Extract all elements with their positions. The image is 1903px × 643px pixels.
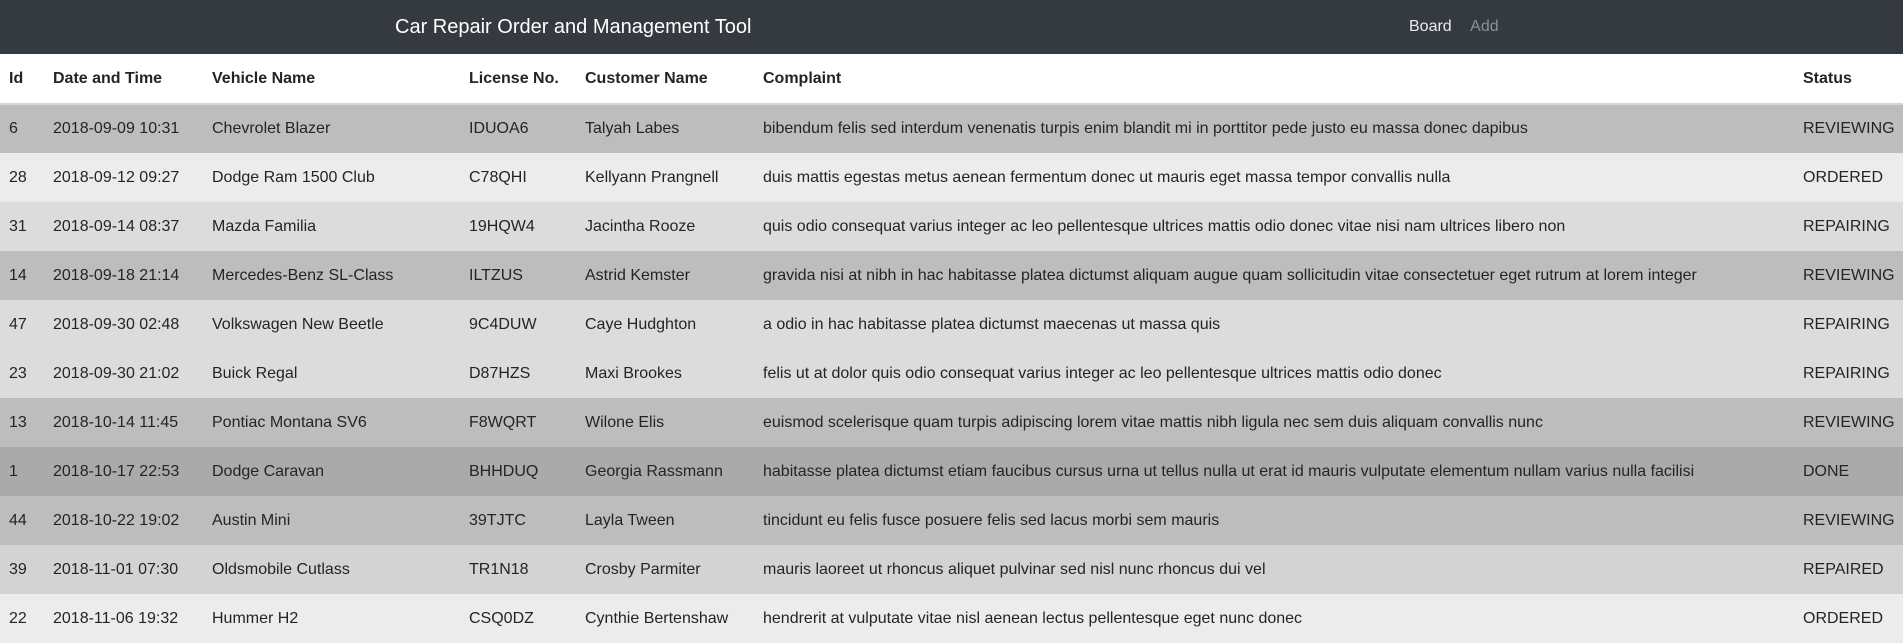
nav-link-add[interactable]: Add: [1470, 18, 1499, 35]
column-header-id[interactable]: Id: [9, 69, 24, 87]
cell-status: REPAIRING: [1803, 315, 1890, 333]
cell-vehicle-name: Austin Mini: [212, 511, 291, 529]
nav-link-board[interactable]: Board: [1409, 18, 1452, 35]
cell-complaint: euismod scelerisque quam turpis adipiscing lorem vitae mattis nibh ligula nec sem duis aliquam convallis nunc: [763, 413, 1543, 431]
cell-vehicle-name: Volkswagen New Beetle: [212, 315, 384, 333]
cell-status: REVIEWING: [1803, 266, 1895, 284]
cell-datetime: 2018-09-09 10:31: [53, 120, 180, 137]
cell-complaint: quis odio consequat varius integer ac leo pellentesque ultrices mattis odio donec vitae nisi nam ultrices libero non: [763, 217, 1566, 235]
table-row[interactable]: [0, 349, 1903, 398]
cell-customer-name: Wilone Elis: [585, 413, 665, 431]
table-body: [0, 104, 1903, 643]
cell-datetime: 2018-09-14 08:37: [53, 217, 180, 235]
cell-license-no: IDUOA6: [469, 120, 529, 137]
cell-status: DONE: [1803, 462, 1850, 480]
cell-id: 22: [9, 609, 27, 627]
cell-license-no: BHHDUQ: [469, 462, 539, 480]
cell-id: 44: [9, 511, 27, 529]
cell-datetime: 2018-09-12 09:27: [53, 168, 180, 186]
cell-id: 39: [9, 560, 27, 578]
repair-orders-table: [0, 54, 1903, 643]
cell-complaint: a odio in hac habitasse platea dictumst maecenas ut massa quis: [763, 315, 1221, 333]
cell-id: 23: [9, 364, 27, 382]
table-row[interactable]: [0, 202, 1903, 251]
cell-vehicle-name: Buick Regal: [212, 364, 298, 382]
cell-status: REPAIRED: [1803, 560, 1884, 578]
cell-status: REVIEWING: [1803, 511, 1895, 529]
cell-customer-name: Georgia Rassmann: [585, 462, 723, 480]
cell-status: REPAIRING: [1803, 217, 1890, 235]
table-header: [0, 54, 1903, 104]
cell-id: 14: [9, 266, 27, 284]
cell-complaint: felis ut at dolor quis odio consequat varius integer ac leo pellentesque ultrices mattis odio donec: [763, 364, 1442, 382]
navbar: [0, 0, 1903, 54]
cell-status: ORDERED: [1803, 168, 1884, 186]
cell-complaint: habitasse platea dictumst etiam faucibus cursus urna ut tellus nulla ut erat id mauris vulputate elementum nullam varius nulla facilisi: [763, 462, 1695, 480]
cell-customer-name: Layla Tween: [585, 511, 675, 529]
cell-status: ORDERED: [1803, 609, 1884, 627]
cell-customer-name: Talyah Labes: [585, 120, 680, 137]
table-row[interactable]: [0, 496, 1903, 545]
cell-id: 1: [9, 462, 18, 480]
nav-links: [1409, 0, 1513, 54]
cell-datetime: 2018-09-30 02:48: [53, 315, 180, 333]
cell-datetime: 2018-10-17 22:53: [53, 462, 180, 480]
cell-complaint: duis mattis egestas metus aenean fermentum donec ut mauris eget massa tempor convallis nulla: [763, 168, 1451, 186]
cell-license-no: CSQ0DZ: [469, 609, 534, 627]
cell-id: 47: [9, 315, 27, 333]
cell-datetime: 2018-10-14 11:45: [53, 413, 179, 431]
table-row[interactable]: [0, 153, 1903, 202]
cell-datetime: 2018-10-22 19:02: [53, 511, 180, 529]
cell-vehicle-name: Mercedes-Benz SL-Class: [212, 266, 394, 284]
cell-customer-name: Caye Hudghton: [585, 315, 697, 333]
table-row[interactable]: [0, 594, 1903, 643]
column-header-complaint[interactable]: Complaint: [763, 69, 842, 87]
table-row[interactable]: [0, 398, 1903, 447]
cell-customer-name: Kellyann Prangnell: [585, 168, 719, 186]
cell-license-no: F8WQRT: [469, 413, 537, 431]
column-header-status[interactable]: Status: [1803, 69, 1852, 87]
cell-status: REVIEWING: [1803, 413, 1895, 431]
cell-license-no: ILTZUS: [469, 266, 523, 284]
cell-license-no: 9C4DUW: [469, 315, 537, 333]
cell-id: 28: [9, 168, 27, 186]
table-row[interactable]: [0, 300, 1903, 349]
cell-datetime: 2018-11-06 19:32: [53, 609, 179, 627]
cell-customer-name: Maxi Brookes: [585, 364, 682, 382]
cell-license-no: TR1N18: [469, 560, 529, 578]
cell-vehicle-name: Hummer H2: [212, 609, 299, 627]
cell-complaint: hendrerit at vulputate vitae nisl aenean lectus pellentesque eget nunc donec: [763, 609, 1303, 627]
cell-datetime: 2018-09-30 21:02: [53, 364, 180, 382]
cell-license-no: 39TJTC: [469, 511, 526, 529]
cell-customer-name: Astrid Kemster: [585, 266, 690, 284]
column-header-customer[interactable]: Customer Name: [585, 69, 708, 87]
cell-status: REVIEWING: [1803, 120, 1895, 137]
cell-vehicle-name: Dodge Caravan: [212, 462, 325, 480]
table-row[interactable]: [0, 545, 1903, 594]
table-row[interactable]: [0, 251, 1903, 300]
cell-customer-name: Jacintha Rooze: [585, 217, 696, 235]
cell-vehicle-name: Mazda Familia: [212, 217, 317, 235]
cell-license-no: D87HZS: [469, 364, 531, 382]
cell-id: 13: [9, 413, 27, 431]
cell-complaint: tincidunt eu felis fusce posuere felis sed lacus morbi sem mauris: [763, 511, 1220, 529]
table-row[interactable]: [0, 447, 1903, 496]
cell-vehicle-name: Pontiac Montana SV6: [212, 413, 367, 431]
cell-status: REPAIRING: [1803, 364, 1890, 382]
cell-complaint: gravida nisi at nibh in hac habitasse platea dictumst aliquam augue quam sollicitudin vitae consectetuer eget rutrum at lorem integer: [763, 266, 1697, 284]
cell-complaint: bibendum felis sed interdum venenatis turpis enim blandit mi in porttitor pede justo eu massa donec dapibus: [763, 120, 1528, 137]
cell-complaint: mauris laoreet ut rhoncus aliquet pulvinar sed nisl nunc rhoncus dui vel: [763, 560, 1266, 578]
table-header-row: [0, 54, 1903, 104]
cell-id: 31: [9, 217, 27, 235]
cell-datetime: 2018-09-18 21:14: [53, 266, 180, 284]
app-title: Car Repair Order and Management Tool: [395, 16, 752, 38]
column-header-vehicle[interactable]: Vehicle Name: [212, 69, 316, 87]
table-row[interactable]: [0, 104, 1903, 153]
cell-customer-name: Crosby Parmiter: [585, 560, 701, 578]
column-header-license[interactable]: License No.: [469, 69, 559, 87]
cell-id: 6: [9, 120, 18, 137]
cell-license-no: 19HQW4: [469, 217, 535, 235]
cell-vehicle-name: Dodge Ram 1500 Club: [212, 168, 375, 186]
cell-vehicle-name: Chevrolet Blazer: [212, 120, 331, 137]
cell-datetime: 2018-11-01 07:30: [53, 560, 179, 578]
cell-vehicle-name: Oldsmobile Cutlass: [212, 560, 350, 578]
cell-license-no: C78QHI: [469, 168, 527, 186]
column-header-datetime[interactable]: Date and Time: [53, 69, 163, 87]
cell-customer-name: Cynthie Bertenshaw: [585, 609, 729, 627]
